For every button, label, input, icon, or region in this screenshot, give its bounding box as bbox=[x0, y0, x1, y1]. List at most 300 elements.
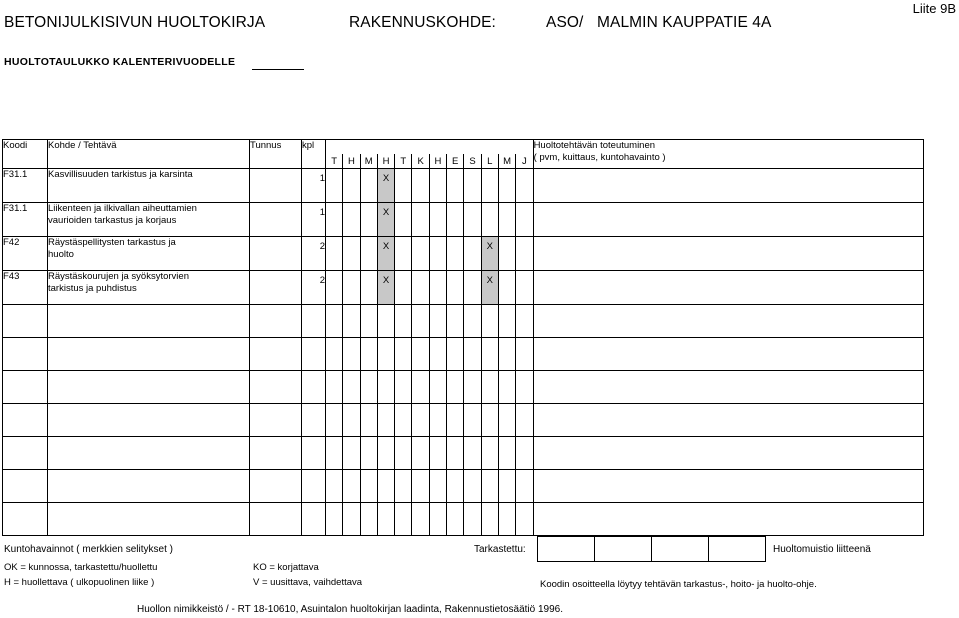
month-header bbox=[481, 154, 498, 169]
table-row bbox=[3, 237, 924, 271]
empty-cell bbox=[250, 437, 302, 470]
empty-cell bbox=[326, 503, 343, 536]
empty-cell bbox=[250, 503, 302, 536]
empty-cell bbox=[498, 503, 515, 536]
month-cell bbox=[429, 203, 446, 237]
empty-cell bbox=[360, 470, 377, 503]
empty-cell bbox=[302, 404, 326, 437]
empty-cell bbox=[533, 338, 923, 371]
empty-cell bbox=[412, 503, 429, 536]
row-toteutuminen bbox=[533, 203, 923, 237]
empty-cell bbox=[3, 371, 48, 404]
month-header bbox=[516, 154, 533, 169]
month-mark bbox=[464, 169, 480, 173]
empty-cell bbox=[498, 404, 515, 437]
header-months-top bbox=[326, 140, 534, 154]
header-tunnus: Tunnus bbox=[250, 140, 302, 169]
empty-cell bbox=[343, 503, 360, 536]
month-mark: X bbox=[486, 275, 493, 286]
month-mark: X bbox=[382, 173, 390, 184]
empty-row bbox=[3, 338, 924, 371]
empty-cell bbox=[3, 404, 48, 437]
empty-cell bbox=[343, 305, 360, 338]
row-koodi: F31.1 bbox=[3, 203, 48, 237]
month-cell bbox=[447, 203, 464, 237]
empty-cell bbox=[412, 470, 429, 503]
empty-cell bbox=[481, 503, 498, 536]
row-tunnus bbox=[250, 271, 302, 305]
koodi-note: Koodin osoitteella löytyy tehtävän tarkastus-, hoito- ja huolto-ohje. bbox=[540, 579, 817, 590]
table-row bbox=[3, 271, 924, 305]
empty-cell bbox=[395, 371, 412, 404]
row-kpl: 1 bbox=[302, 203, 326, 237]
month-cell bbox=[481, 271, 498, 305]
header-kpl: kpl bbox=[302, 140, 326, 169]
month-cell bbox=[343, 271, 360, 305]
month-cell bbox=[447, 237, 464, 271]
tarkastettu-box[interactable] bbox=[651, 536, 709, 562]
month-cell bbox=[498, 169, 515, 203]
row-kpl: 2 bbox=[302, 271, 326, 305]
row-tehtava bbox=[48, 271, 250, 305]
empty-cell bbox=[447, 470, 464, 503]
empty-cell bbox=[250, 338, 302, 371]
month-cell bbox=[412, 203, 429, 237]
row-tehtava-line: tarkistus ja puhdistus bbox=[48, 283, 137, 294]
month-header bbox=[343, 154, 360, 169]
empty-cell bbox=[326, 470, 343, 503]
empty-cell bbox=[377, 338, 394, 371]
month-cell bbox=[377, 271, 394, 305]
empty-cell bbox=[326, 338, 343, 371]
empty-cell bbox=[302, 437, 326, 470]
month-cell bbox=[429, 271, 446, 305]
empty-cell bbox=[302, 305, 326, 338]
month-cell bbox=[481, 203, 498, 237]
empty-cell bbox=[250, 404, 302, 437]
tarkastettu-label: Tarkastettu: bbox=[474, 544, 526, 555]
month-cell bbox=[498, 237, 515, 271]
month-cell bbox=[516, 169, 533, 203]
empty-cell bbox=[429, 437, 446, 470]
empty-cell bbox=[481, 338, 498, 371]
month-cell bbox=[395, 169, 412, 203]
month-mark bbox=[464, 203, 480, 207]
row-tehtava-line: Räystäspellitysten tarkastus ja bbox=[48, 237, 176, 248]
empty-cell bbox=[533, 404, 923, 437]
empty-cell bbox=[533, 470, 923, 503]
tarkastettu-boxes bbox=[538, 536, 766, 562]
empty-cell bbox=[516, 404, 533, 437]
empty-cell bbox=[464, 470, 481, 503]
empty-cell bbox=[326, 437, 343, 470]
empty-cell bbox=[481, 404, 498, 437]
empty-cell bbox=[464, 503, 481, 536]
month-cell bbox=[464, 271, 481, 305]
month-mark bbox=[430, 271, 446, 275]
month-mark bbox=[395, 203, 411, 207]
empty-cell bbox=[464, 338, 481, 371]
empty-cell bbox=[516, 338, 533, 371]
row-tehtava-line: Räystäskourujen ja syöksytorvien bbox=[48, 271, 189, 282]
empty-cell bbox=[481, 470, 498, 503]
empty-cell bbox=[360, 437, 377, 470]
empty-cell bbox=[343, 371, 360, 404]
month-cell bbox=[481, 237, 498, 271]
empty-cell bbox=[302, 503, 326, 536]
month-cell bbox=[412, 271, 429, 305]
month-mark bbox=[447, 169, 463, 173]
month-mark bbox=[326, 271, 342, 275]
empty-cell bbox=[429, 338, 446, 371]
empty-cell bbox=[429, 305, 446, 338]
empty-row bbox=[3, 503, 924, 536]
row-toteutuminen bbox=[533, 169, 923, 203]
month-cell bbox=[464, 237, 481, 271]
row-kpl: 1 bbox=[302, 169, 326, 203]
month-mark bbox=[482, 203, 498, 207]
month-header bbox=[498, 154, 515, 169]
month-label: T bbox=[331, 155, 338, 167]
header-row bbox=[3, 140, 924, 154]
empty-cell bbox=[377, 470, 394, 503]
maintenance-table bbox=[2, 139, 924, 536]
month-header bbox=[395, 154, 412, 169]
row-tehtava-line: huolto bbox=[48, 249, 74, 260]
month-cell bbox=[395, 271, 412, 305]
month-label: E bbox=[452, 155, 459, 167]
empty-cell bbox=[48, 470, 250, 503]
empty-cell bbox=[48, 338, 250, 371]
month-mark bbox=[430, 203, 446, 207]
month-mark bbox=[412, 203, 428, 207]
month-header bbox=[360, 154, 377, 169]
month-label: H bbox=[382, 155, 390, 167]
subtitle: HUOLTOTAULUKKO KALENTERIVUODELLE bbox=[4, 56, 236, 68]
document-title: BETONIJULKISIVUN HUOLTOKIRJA bbox=[4, 14, 266, 31]
empty-cell bbox=[412, 338, 429, 371]
legend-title: Kuntohavainnot ( merkkien selitykset ) bbox=[4, 544, 173, 555]
tarkastettu-box[interactable] bbox=[708, 536, 766, 562]
month-cell bbox=[377, 169, 394, 203]
empty-cell bbox=[447, 371, 464, 404]
empty-cell bbox=[412, 371, 429, 404]
month-header bbox=[447, 154, 464, 169]
row-tehtava-line: vaurioiden tarkastus ja korjaus bbox=[48, 215, 177, 226]
month-label: H bbox=[348, 155, 355, 167]
month-mark bbox=[499, 237, 515, 241]
month-cell bbox=[412, 169, 429, 203]
month-cell bbox=[326, 271, 343, 305]
empty-cell bbox=[343, 338, 360, 371]
empty-cell bbox=[533, 503, 923, 536]
row-koodi: F43 bbox=[3, 271, 48, 305]
empty-cell bbox=[447, 404, 464, 437]
row-tunnus bbox=[250, 237, 302, 271]
month-cell bbox=[326, 169, 343, 203]
kohde-label: RAKENNUSKOHDE: bbox=[349, 14, 496, 31]
month-mark bbox=[412, 237, 428, 241]
empty-cell bbox=[48, 305, 250, 338]
empty-cell bbox=[250, 305, 302, 338]
empty-cell bbox=[533, 437, 923, 470]
month-label: K bbox=[417, 155, 424, 167]
empty-cell bbox=[302, 338, 326, 371]
empty-cell bbox=[533, 305, 923, 338]
month-cell bbox=[360, 169, 377, 203]
empty-cell bbox=[377, 437, 394, 470]
empty-cell bbox=[516, 437, 533, 470]
month-cell bbox=[360, 271, 377, 305]
empty-cell bbox=[395, 437, 412, 470]
empty-cell bbox=[516, 470, 533, 503]
row-tunnus bbox=[250, 169, 302, 203]
empty-cell bbox=[343, 470, 360, 503]
empty-cell bbox=[481, 305, 498, 338]
empty-cell bbox=[3, 338, 48, 371]
month-mark bbox=[412, 271, 428, 275]
empty-row bbox=[3, 371, 924, 404]
header-toteutuminen-sub: ( pvm, kuittaus, kuntohavainto ) bbox=[533, 152, 666, 163]
month-header bbox=[377, 154, 394, 169]
month-mark: X bbox=[382, 207, 390, 218]
empty-cell bbox=[360, 404, 377, 437]
year-blank-line bbox=[252, 69, 304, 70]
empty-cell bbox=[377, 503, 394, 536]
empty-cell bbox=[360, 338, 377, 371]
empty-cell bbox=[533, 371, 923, 404]
empty-cell bbox=[3, 437, 48, 470]
empty-cell bbox=[302, 470, 326, 503]
month-mark: X bbox=[382, 275, 390, 286]
aso-label: ASO/ bbox=[546, 14, 584, 31]
empty-cell bbox=[498, 371, 515, 404]
month-cell bbox=[326, 203, 343, 237]
month-mark bbox=[395, 169, 411, 173]
month-cell bbox=[498, 203, 515, 237]
empty-cell bbox=[464, 305, 481, 338]
empty-cell bbox=[48, 371, 250, 404]
empty-row bbox=[3, 305, 924, 338]
empty-cell bbox=[3, 503, 48, 536]
table-row bbox=[3, 203, 924, 237]
month-cell bbox=[395, 237, 412, 271]
empty-cell bbox=[516, 371, 533, 404]
empty-cell bbox=[377, 371, 394, 404]
month-label: J bbox=[522, 155, 527, 167]
month-cell bbox=[447, 271, 464, 305]
row-tehtava bbox=[48, 169, 250, 203]
empty-cell bbox=[447, 305, 464, 338]
empty-cell bbox=[447, 338, 464, 371]
month-cell bbox=[464, 169, 481, 203]
empty-cell bbox=[429, 503, 446, 536]
empty-cell bbox=[360, 503, 377, 536]
empty-cell bbox=[516, 503, 533, 536]
month-cell bbox=[326, 237, 343, 271]
empty-cell bbox=[464, 371, 481, 404]
month-header bbox=[412, 154, 429, 169]
header-kohde: Kohde / Tehtävä bbox=[48, 140, 250, 169]
month-mark bbox=[343, 203, 359, 207]
empty-cell bbox=[498, 470, 515, 503]
month-mark bbox=[361, 169, 377, 173]
legend-ko: KO = korjattava bbox=[253, 562, 319, 573]
empty-cell bbox=[447, 503, 464, 536]
empty-cell bbox=[429, 371, 446, 404]
month-mark bbox=[361, 237, 377, 241]
month-header bbox=[464, 154, 481, 169]
empty-cell bbox=[326, 305, 343, 338]
row-tehtava-line: Kasvillisuuden tarkistus ja karsinta bbox=[48, 169, 193, 180]
legend-v: V = uusittava, vaihdettava bbox=[253, 577, 363, 588]
month-mark bbox=[464, 237, 480, 241]
empty-cell bbox=[395, 305, 412, 338]
month-cell bbox=[343, 203, 360, 237]
empty-cell bbox=[343, 404, 360, 437]
month-mark bbox=[326, 237, 342, 241]
row-kpl: 2 bbox=[302, 237, 326, 271]
empty-cell bbox=[412, 404, 429, 437]
empty-cell bbox=[498, 437, 515, 470]
empty-cell bbox=[447, 437, 464, 470]
empty-cell bbox=[377, 305, 394, 338]
header-toteutuminen bbox=[533, 140, 923, 169]
appendix-label: Liite 9B bbox=[912, 1, 956, 16]
empty-row bbox=[3, 470, 924, 503]
empty-cell bbox=[412, 305, 429, 338]
empty-cell bbox=[412, 437, 429, 470]
header-toteutuminen-title: Huoltotehtävän toteutuminen bbox=[533, 140, 656, 151]
empty-cell bbox=[395, 503, 412, 536]
month-cell bbox=[412, 237, 429, 271]
month-cell bbox=[516, 271, 533, 305]
empty-cell bbox=[464, 404, 481, 437]
empty-cell bbox=[250, 470, 302, 503]
empty-cell bbox=[377, 404, 394, 437]
month-mark bbox=[343, 271, 359, 275]
row-toteutuminen bbox=[533, 271, 923, 305]
month-mark bbox=[482, 169, 498, 173]
month-cell bbox=[377, 203, 394, 237]
table-row bbox=[3, 169, 924, 203]
month-cell bbox=[429, 237, 446, 271]
month-cell bbox=[377, 237, 394, 271]
month-header bbox=[429, 154, 446, 169]
month-cell bbox=[343, 169, 360, 203]
empty-cell bbox=[516, 305, 533, 338]
row-koodi: F42 bbox=[3, 237, 48, 271]
month-mark bbox=[447, 203, 463, 207]
tarkastettu-box[interactable] bbox=[594, 536, 652, 562]
month-label: S bbox=[469, 155, 476, 167]
month-cell bbox=[447, 169, 464, 203]
empty-cell bbox=[48, 503, 250, 536]
month-cell bbox=[516, 237, 533, 271]
month-label: H bbox=[434, 155, 442, 167]
header-koodi: Koodi bbox=[3, 140, 48, 169]
month-label: T bbox=[400, 155, 407, 167]
empty-cell bbox=[360, 371, 377, 404]
month-cell bbox=[343, 237, 360, 271]
empty-cell bbox=[360, 305, 377, 338]
legend-ok: OK = kunnossa, tarkastettu/huollettu bbox=[4, 562, 158, 573]
month-label: M bbox=[364, 155, 373, 167]
empty-row bbox=[3, 437, 924, 470]
row-tehtava-line: Liikenteen ja ilkivallan aiheuttamien bbox=[48, 203, 197, 214]
empty-cell bbox=[3, 305, 48, 338]
huoltomuistio-label: Huoltomuistio liitteenä bbox=[773, 544, 871, 555]
empty-cell bbox=[498, 305, 515, 338]
row-tehtava bbox=[48, 237, 250, 271]
month-cell bbox=[481, 169, 498, 203]
row-toteutuminen bbox=[533, 237, 923, 271]
row-koodi: F31.1 bbox=[3, 169, 48, 203]
tarkastettu-box[interactable] bbox=[537, 536, 595, 562]
month-mark bbox=[447, 271, 463, 275]
month-mark bbox=[395, 237, 411, 241]
month-mark bbox=[343, 237, 359, 241]
empty-cell bbox=[464, 437, 481, 470]
empty-cell bbox=[3, 470, 48, 503]
month-mark bbox=[412, 169, 428, 173]
month-cell bbox=[498, 271, 515, 305]
month-mark bbox=[516, 203, 532, 207]
month-mark bbox=[464, 271, 480, 275]
empty-cell bbox=[429, 404, 446, 437]
empty-cell bbox=[429, 470, 446, 503]
address: MALMIN KAUPPATIE 4A bbox=[597, 14, 772, 31]
month-mark bbox=[516, 169, 532, 173]
month-header bbox=[326, 154, 343, 169]
month-mark bbox=[499, 203, 515, 207]
empty-cell bbox=[343, 437, 360, 470]
month-label: M bbox=[503, 155, 512, 167]
row-tehtava bbox=[48, 203, 250, 237]
month-mark bbox=[516, 237, 532, 241]
month-mark bbox=[430, 237, 446, 241]
empty-cell bbox=[395, 404, 412, 437]
month-cell bbox=[429, 169, 446, 203]
empty-cell bbox=[326, 404, 343, 437]
month-mark bbox=[326, 169, 342, 173]
month-mark bbox=[499, 271, 515, 275]
empty-row bbox=[3, 404, 924, 437]
empty-cell bbox=[302, 371, 326, 404]
month-label: L bbox=[487, 155, 493, 167]
empty-cell bbox=[395, 470, 412, 503]
month-mark bbox=[343, 169, 359, 173]
month-mark bbox=[326, 203, 342, 207]
month-cell bbox=[395, 203, 412, 237]
footer-reference: Huollon nimikkeistö / - RT 18-10610, Asuintalon huoltokirjan laadinta, Rakennustietosäätiö 1996. bbox=[137, 604, 564, 615]
month-mark bbox=[361, 271, 377, 275]
legend-h: H = huollettava ( ulkopuolinen liike ) bbox=[4, 577, 155, 588]
month-cell bbox=[360, 203, 377, 237]
empty-cell bbox=[326, 371, 343, 404]
empty-cell bbox=[481, 371, 498, 404]
month-mark bbox=[361, 203, 377, 207]
empty-cell bbox=[498, 338, 515, 371]
empty-cell bbox=[481, 437, 498, 470]
empty-cell bbox=[48, 437, 250, 470]
month-mark: X bbox=[486, 241, 493, 252]
month-mark bbox=[395, 271, 411, 275]
month-mark: X bbox=[382, 241, 390, 252]
row-tunnus bbox=[250, 203, 302, 237]
month-cell bbox=[516, 203, 533, 237]
month-mark bbox=[516, 271, 532, 275]
